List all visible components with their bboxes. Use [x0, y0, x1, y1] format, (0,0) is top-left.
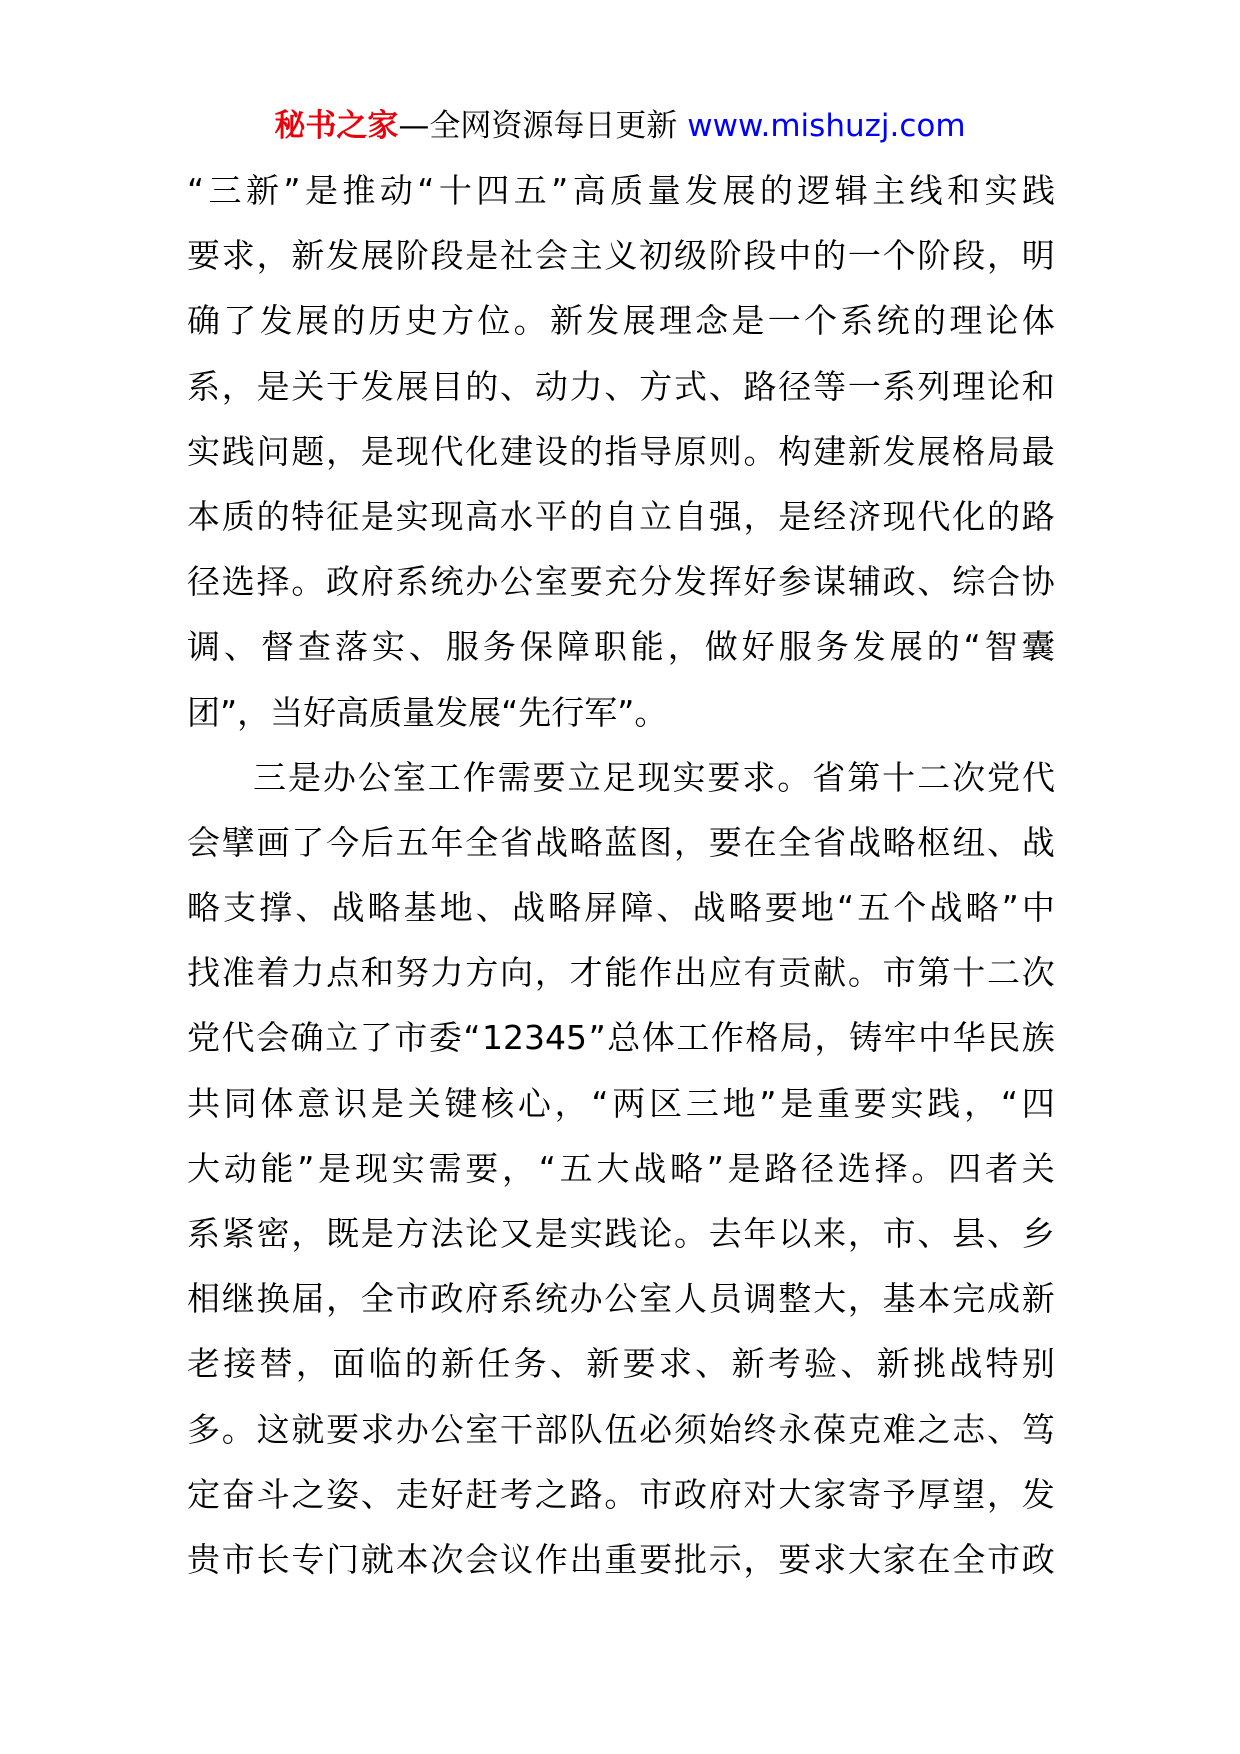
text-line: 找 准 着 力 点 和 努 力 方 向 ， 才 能 作 出 应 有 贡 献 。 市 第 十 二 次	[187, 953, 1055, 993]
text-line: 径 选 择 。 政 府 系 统 办 公 室 要 充 分 发 挥 好 参 谋 辅 政 、 综 合 协	[187, 562, 1055, 602]
text-line: 大 动 能 ” 是 现 实 需 要 ， “ 五 大 战 略 ” 是 路 径 选 择 。 四 者 关	[187, 1148, 1055, 1188]
text-line: 会 擘 画 了 今 后 五 年 全 省 战 略 蓝 图 ， 要 在 全 省 战 略 枢 纽 、 战	[187, 822, 1055, 862]
text-line: 贵 市 长 专 门 就 本 次 会 议 作 出 重 要 批 示 ， 要 求 大 家 在 全 市 政	[187, 1539, 1055, 1579]
header-tagline: —全网资源每日更新	[398, 108, 688, 144]
brand-name: 秘书之家	[274, 108, 399, 144]
text-line: 共 同 体 意 识 是 关 键 核 心 ， “ 两 区 三 地 ” 是 重 要 实 践 ， “ 四	[187, 1083, 1055, 1123]
text-line: 要 求 ， 新 发 展 阶 段 是 社 会 主 义 初 级 阶 段 中 的 一 个 阶 段 ， 明	[187, 236, 1055, 276]
text-line: 本 质 的 特 征 是 实 现 高 水 平 的 自 立 自 强 ， 是 经 济 现 代 化 的 路	[187, 496, 1055, 536]
text-line: 调 、 督 查 落 实 、 服 务 保 障 职 能 ， 做 好 服 务 发 展 的 “ 智 囊	[187, 627, 1055, 667]
text-line: 定 奋 斗 之 姿 、 走 好 赶 考 之 路 。 市 政 府 对 大 家 寄 予 厚 望 ， 发	[187, 1474, 1055, 1514]
text-line: “ 三 新 ” 是 推 动 “ 十 四 五 ” 高 质 量 发 展 的 逻 辑 主 线 和 实 践	[187, 171, 1055, 210]
text-line: 多 。 这 就 要 求 办 公 室 干 部 队 伍 必 须 始 终 永 葆 克 难 之 志 、 笃	[187, 1409, 1055, 1449]
text-line: 党 代 会 确 立 了 市 委 “ 12345 ” 总 体 工 作 格 局 ， 铸 牢 中 华 民 族	[187, 1018, 1055, 1058]
text-line: 相 继 换 届 ， 全 市 政 府 系 统 办 公 室 人 员 调 整 大 ， 基 本 完 成 新	[187, 1279, 1055, 1319]
text-line: 实 践 问 题 ， 是 现 代 化 建 设 的 指 导 原 则 。 构 建 新 发 展 格 局 最	[187, 431, 1055, 471]
text-line: 确 了 发 展 的 历 史 方 位 。 新 发 展 理 念 是 一 个 系 统 的 理 论 体	[187, 301, 1055, 341]
text-line: 团 ” ， 当 好 高 质 量 发 展 “ 先 行 军 ” 。	[187, 692, 668, 732]
text-line: 老 接 替 ， 面 临 的 新 任 务 、 新 要 求 、 新 考 验 、 新 挑 战 特 别	[187, 1344, 1055, 1384]
page-header	[0, 104, 1240, 148]
text-line: 系 紧 密 ， 既 是 方 法 论 又 是 实 践 论 。 去 年 以 来 ， 市 、 县 、 乡	[187, 1214, 1055, 1253]
text-line: 三 是 办 公 室 工 作 需 要 立 足 现 实 要 求 。 省 第 十 二 次 党 代	[253, 757, 1055, 797]
document-body	[187, 166, 1055, 1600]
text-line: 系 ， 是 关 于 发 展 目 的 、 动 力 、 方 式 、 路 径 等 一 系 列 理 论 和	[187, 366, 1055, 406]
site-url-link[interactable]: www.mishuzj.com	[687, 108, 966, 144]
text-line: 略 支 撑 、 战 略 基 地 、 战 略 屏 障 、 战 略 要 地 “ 五 个 战 略 ” 中	[187, 888, 1055, 928]
